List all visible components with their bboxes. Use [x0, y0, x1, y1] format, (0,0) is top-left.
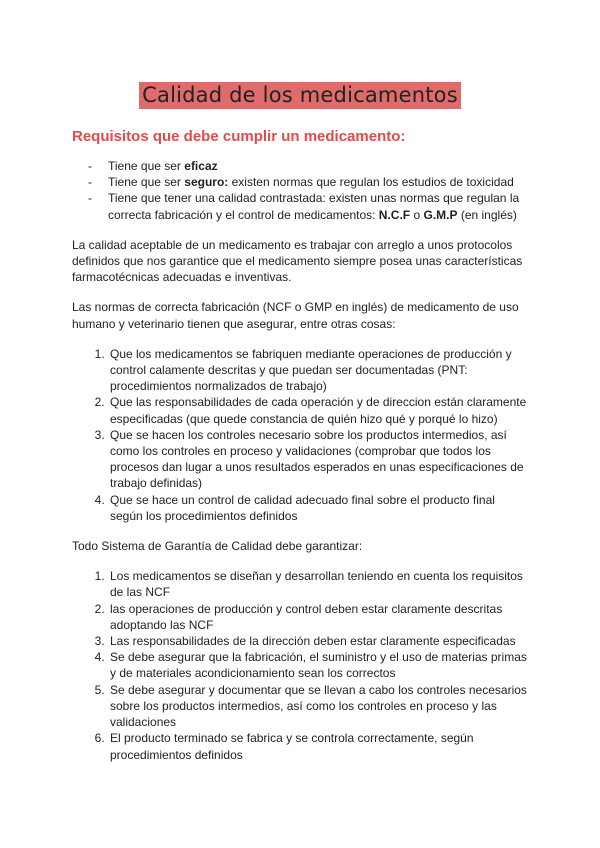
list-item: 4. Se debe asegurar que la fabricación, el suministro y el uso de materias primas y de materiales acondicionamiento sean los correctos: [108, 649, 528, 681]
list-item: 4. Que se hace un control de calidad adecuado final sobre el producto final según los procedimientos definidos: [108, 492, 528, 524]
title-wrap: [72, 0, 528, 109]
requirement-text: (en inglés): [457, 207, 517, 222]
requirement-text: o: [410, 207, 424, 222]
list-item: 6. El producto terminado se fabrica y se controla correctamente, según procedimientos definidos: [108, 730, 528, 762]
requirement-text: Tiene que ser: [108, 159, 185, 173]
requirement-text: existen normas que regulan los estudios de toxicidad: [228, 175, 514, 190]
list-item: 1. Que los medicamentos se fabriquen mediante operaciones de producción y control calamente descritas y que puedan ser documentadas (PNT: procedimientos normalizados de trabajo): [108, 346, 528, 395]
requirement-bold: G.M.P: [423, 207, 458, 222]
list-item: [88, 190, 528, 222]
list-item: 2. Que las responsabilidades de cada operación y de direccion están claramente especificadas (que quede constancia de quién hizo qué y porqué lo hizo): [108, 394, 528, 426]
paragraph-quality: La calidad aceptable de un medicamento es trabajar con arreglo a unos protocolos definidos que nos garantice que el medicamento siempre posea unas características farmacotécnicas adecuadas e inventivas.: [72, 237, 523, 285]
list-item: 3. Que se hacen los controles necesario sobre los productos intermedios, así como los controles en proceso y validaciones (comprobar que todos los procesos dan lugar a unos resultados esperados en unas especificaciones de trabajo definidas): [108, 427, 528, 492]
requirement-text: Tiene que ser: [108, 175, 185, 190]
requirements-list: [72, 158, 528, 223]
list-item: 1. Los medicamentos se diseñan y desarrollan teniendo en cuenta los requisitos de las NCF: [108, 568, 528, 600]
requirement-bold: seguro:: [184, 175, 229, 190]
page-title: Calidad de los medicamentos: [139, 82, 461, 109]
section-subtitle: Requisitos que debe cumplir un medicamento:: [72, 128, 406, 145]
guarantee-list: [72, 568, 528, 762]
paragraph-ncf: Las normas de correcta fabricación (NCF o GMP en inglés) de medicamento de uso humano y veterinario tienen que asegurar, entre otras cosas:: [72, 300, 519, 331]
list-item: [88, 174, 528, 190]
list-item: 5. Se debe asegurar y documentar que se llevan a cabo los controles necesarios sobre los productos intermedios, así como los controles en proceso y las validaciones: [108, 682, 528, 731]
list-item: [88, 158, 528, 174]
paragraph-guarantee: Todo Sistema de Garantía de Calidad debe garantizar:: [72, 539, 363, 554]
list-item: 3. Las responsabilidades de la dirección deben estar claramente especificadas: [108, 633, 528, 649]
requirement-bold: N.C.F: [378, 207, 411, 222]
requirement-bold: eficaz: [184, 159, 218, 173]
requirement-text: Tiene que tener una calidad contrastada: existen unas normas que regulan la correcta fabricación y el control de medicamentos:: [108, 191, 520, 222]
list-item: 2. las operaciones de producción y control deben estar claramente descritas adoptando las NCF: [108, 601, 528, 633]
ncf-list: [72, 346, 528, 524]
